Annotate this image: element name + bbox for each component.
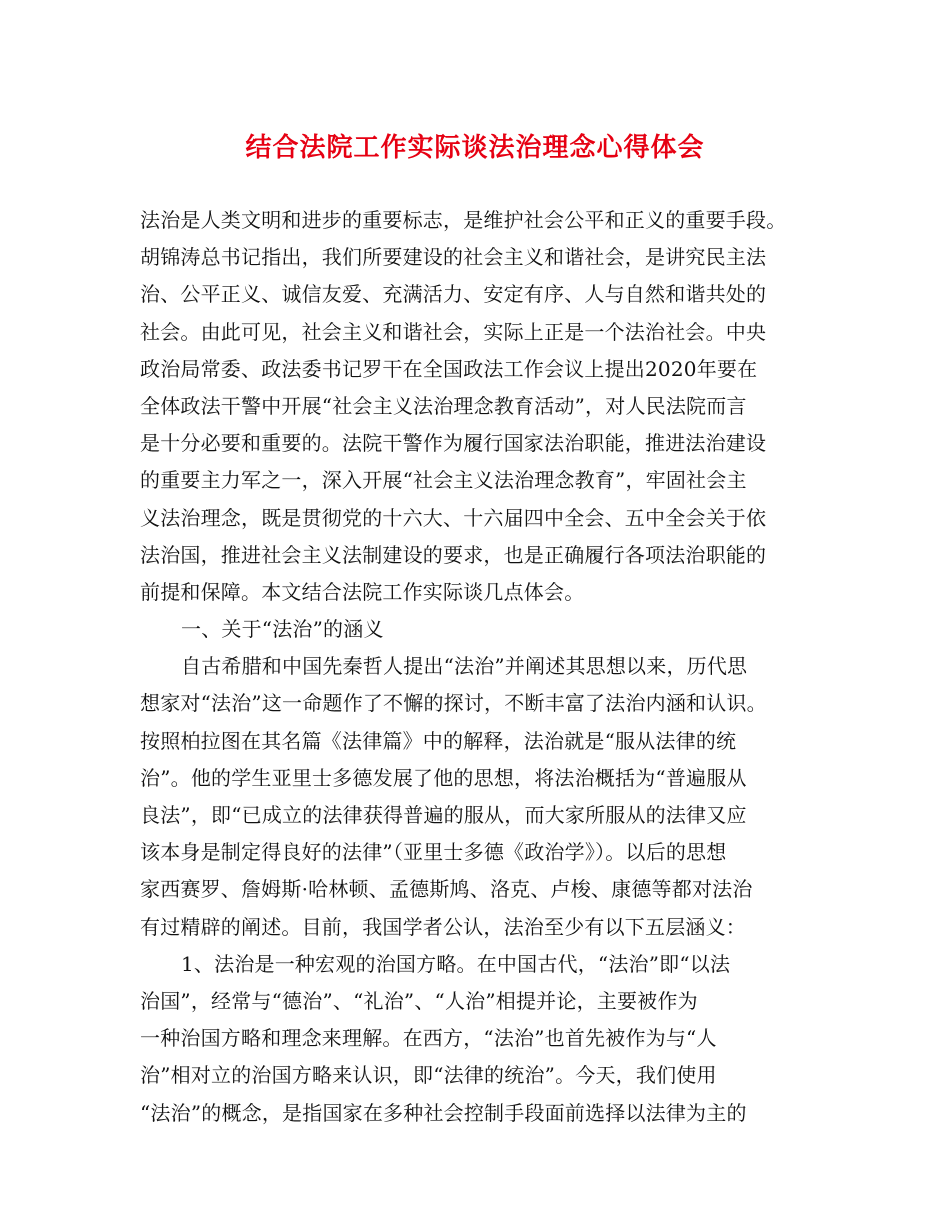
text-line: 治、公平正义、诚信友爱、充满活力、安定有序、人与自然和谐共处的 xyxy=(140,282,767,307)
text-line: 治”。他的学生亚里士多德发展了他的思想，将法治概括为“普遍服从 xyxy=(140,765,747,790)
text-line: 的重要主力军之一，深入开展“社会主义法治理念教育”，牢固社会主 xyxy=(140,468,747,493)
text-line: 想家对“法治”这一命题作了不懈的探讨，不断丰富了法治内涵和认识。 xyxy=(140,691,767,716)
text-line: 胡锦涛总书记指出，我们所要建设的社会主义和谐社会，是讲究民主法 xyxy=(140,245,767,270)
text-line: 前提和保障。本文结合法院工作实际谈几点体会。 xyxy=(140,579,585,604)
text-line: 良法”，即“已成立的法律获得普遍的服从，而大家所服从的法律又应 xyxy=(140,803,747,827)
text-line: 该本身是制定得良好的法律”（亚里士多德《政治学》）。以后的思想 xyxy=(140,840,727,865)
document-title: 结合法院工作实际谈法治理念心得体会 xyxy=(245,133,705,163)
text-line: 有过精辟的阐述。目前，我国学者公认，法治至少有以下五层涵义： xyxy=(140,914,746,939)
text-line: 法治国，推进社会主义法制建设的要求，也是正确履行各项法治职能的 xyxy=(140,542,767,567)
text-line: 社会。由此可见，社会主义和谐社会，实际上正是一个法治社会。中央 xyxy=(140,319,767,344)
text-line: 按照柏拉图在其名篇《法律篇》中的解释，法治就是“服从法律的统 xyxy=(140,728,737,753)
text-line: 义法治理念，既是贯彻党的十六大、十六届四中全会、五中全会关于依 xyxy=(140,505,767,530)
text-line: 家西赛罗、詹姆斯·哈林顿、孟德斯鸠、洛克、卢梭、康德等都对法治 xyxy=(140,877,753,902)
text-line: 法治是人类文明和进步的重要标志，是维护社会公平和正义的重要手段。 xyxy=(140,208,787,232)
document-body xyxy=(140,202,820,1132)
text-line: “法治”的概念，是指国家在多种社会控制手段面前选择以法律为主的 xyxy=(140,1100,747,1125)
section-heading: 一、关于“法治”的涵义 xyxy=(181,617,384,642)
text-line: 政治局常委、政法委书记罗干在全国政法工作会议上提出2020年要在 xyxy=(140,356,758,381)
text-line: 1、法治是一种宏观的治国方略。在中国古代，“法治”即“以法 xyxy=(181,951,731,976)
text-line: 是十分必要和重要的。法院干警作为履行国家法治职能，推进法治建设 xyxy=(140,431,767,456)
text-line: 全体政法干警中开展“社会主义法治理念教育活动”，对人民法院而言 xyxy=(140,393,747,418)
text-line: 自古希腊和中国先秦哲人提出“法治”并阐述其思想以来，历代思 xyxy=(181,654,748,679)
text-line: 治国”，经常与“德治”、“礼治”、“人治”相提并论，主要被作为 xyxy=(140,988,698,1013)
text-line: 一种治国方略和理念来理解。在西方，“法治”也首先被作为与“人 xyxy=(140,1026,717,1051)
text-line: 治”相对立的治国方略来认识，即“法律的统治”。今天，我们使用 xyxy=(140,1063,717,1088)
